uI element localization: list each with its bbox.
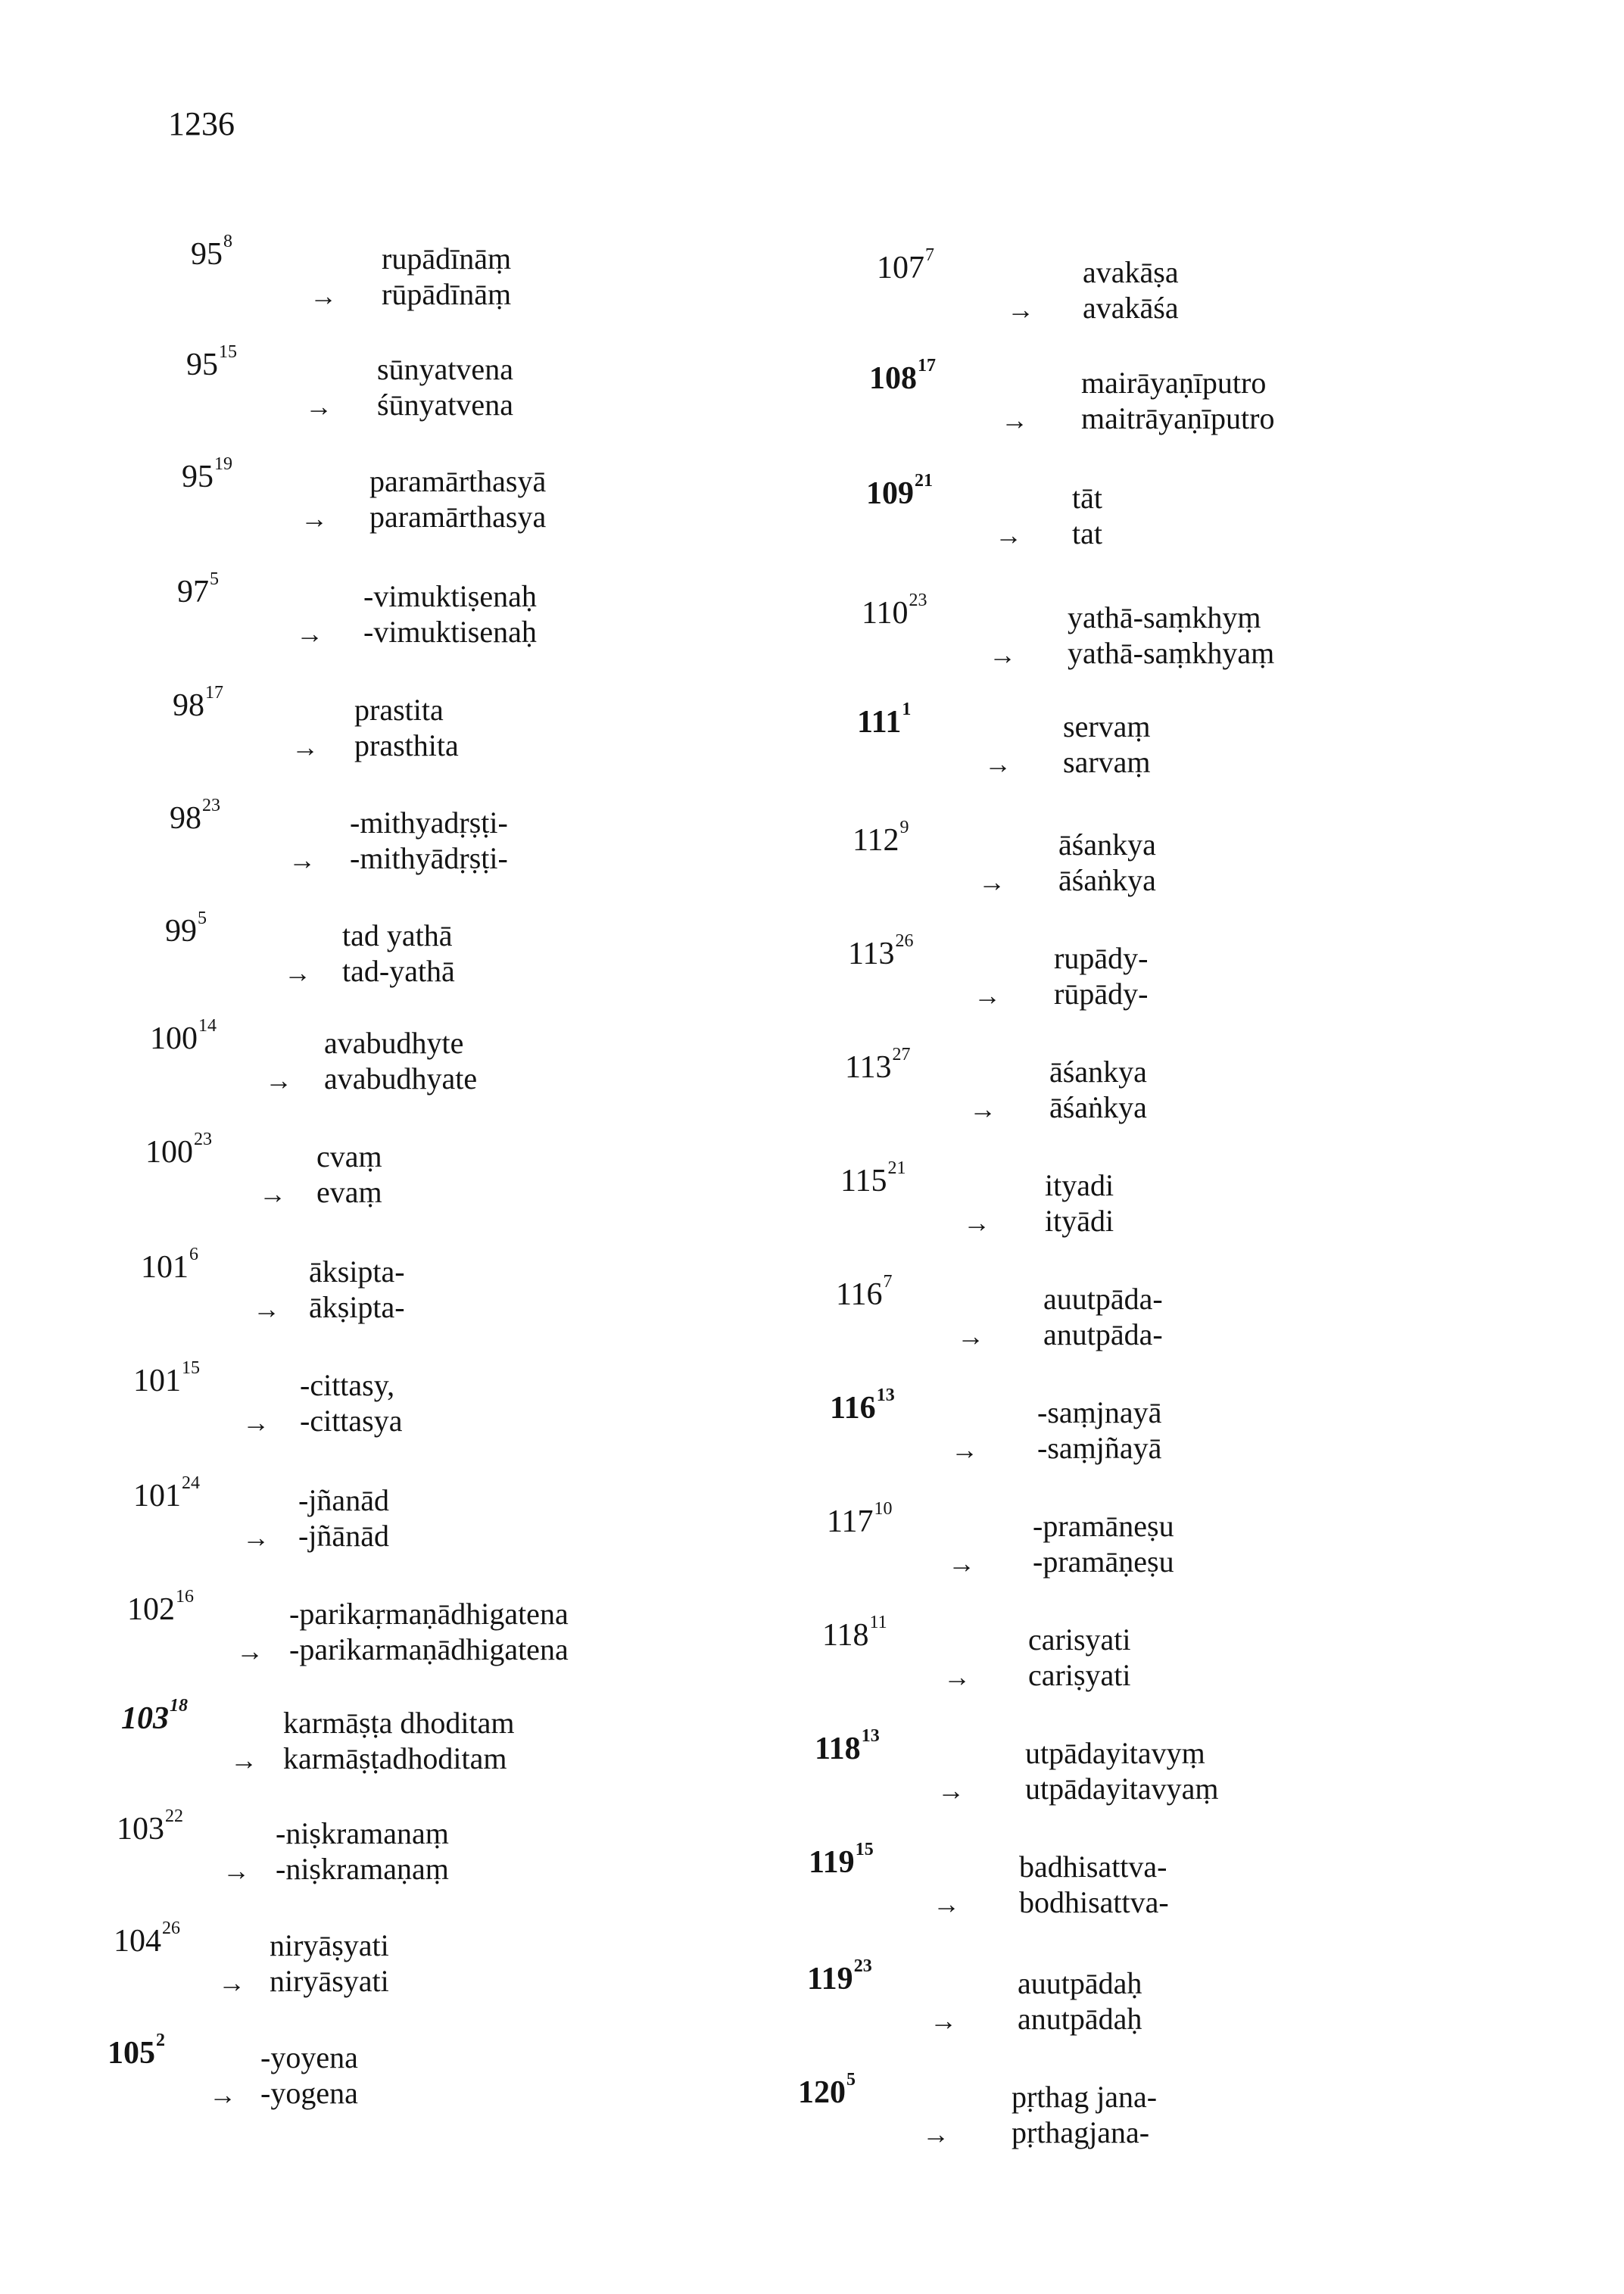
corrected-reading: -pramāṇeṣu	[1033, 1544, 1174, 1579]
corrected-reading: avakāśa	[1083, 291, 1179, 325]
arrow-icon: →	[301, 503, 328, 534]
arrow-icon: →	[288, 845, 316, 875]
right-entry	[809, 1840, 1490, 1943]
right-entry	[866, 471, 1548, 574]
corrected-reading: tat	[1072, 516, 1102, 550]
arrow-icon: →	[242, 1407, 270, 1438]
corrected-reading: rūpādīnāṃ	[382, 277, 512, 311]
reference-number	[809, 1840, 874, 1881]
page-ref: 98	[170, 801, 201, 836]
right-entry	[822, 1613, 1504, 1716]
arrow-icon: →	[957, 1321, 984, 1351]
corrected-reading: āśaṅkya	[1049, 1090, 1147, 1124]
erroneous-reading: utpādayitavyṃ	[1025, 1736, 1205, 1770]
right-entry	[845, 1045, 1526, 1148]
arrow-icon: →	[209, 2080, 236, 2110]
line-ref: 21	[887, 1158, 906, 1178]
line-ref: 6	[189, 1245, 198, 1264]
arrow-icon: →	[291, 732, 319, 762]
corrected-reading: prasthita	[354, 728, 459, 762]
line-ref: 9	[899, 818, 909, 837]
arrow-icon: →	[930, 2006, 957, 2036]
arrow-icon: →	[296, 619, 323, 649]
corrected-reading: sarvaṃ	[1063, 745, 1151, 779]
right-entry	[798, 2070, 1479, 2173]
corrected-reading: -mithyādṛṣṭi-	[350, 841, 508, 875]
page-ref: 100	[150, 1021, 198, 1056]
line-ref: 1	[902, 700, 912, 719]
erroneous-reading: āksipta-	[309, 1255, 405, 1289]
erroneous-reading: -mithyadṛṣṭi-	[350, 806, 508, 840]
reference-number	[822, 1613, 887, 1653]
page-ref: 118	[822, 1618, 869, 1653]
page-ref: 101	[133, 1479, 181, 1513]
page-ref: 108	[869, 361, 917, 396]
page-ref: 104	[114, 1924, 161, 1959]
reference-number	[857, 700, 912, 740]
corrected-reading: -jñānād	[298, 1519, 389, 1553]
arrow-icon: →	[259, 1179, 286, 1209]
erroneous-reading: sūnyatvena	[377, 352, 513, 386]
arrow-icon: →	[948, 1548, 975, 1579]
line-ref: 15	[182, 1358, 200, 1378]
line-ref: 26	[895, 931, 914, 951]
arrow-icon: →	[1001, 405, 1028, 435]
arrow-icon: →	[218, 1968, 245, 1998]
arrow-icon: →	[933, 1889, 960, 1919]
page-ref: 95	[191, 237, 223, 272]
page-ref: 112	[853, 823, 899, 858]
line-ref: 7	[883, 1272, 893, 1292]
right-entry	[807, 1956, 1488, 2059]
page-ref: 117	[827, 1504, 874, 1539]
erroneous-reading: āśankya	[1049, 1055, 1147, 1089]
line-ref: 15	[855, 1840, 874, 1859]
arrow-icon: →	[963, 1208, 990, 1238]
line-ref: 11	[869, 1613, 887, 1632]
arrow-icon: →	[230, 1745, 257, 1775]
line-ref: 10	[874, 1499, 893, 1519]
erroneous-reading: niryāṣyati	[270, 1928, 389, 1962]
reference-number	[845, 1045, 911, 1086]
corrected-reading: cariṣyati	[1028, 1658, 1131, 1692]
erroneous-reading: -saṃjnayā	[1037, 1395, 1162, 1429]
page-number: 1236	[168, 105, 235, 142]
erroneous-reading: rupādy-	[1054, 941, 1149, 975]
erroneous-reading: carisyati	[1028, 1622, 1131, 1657]
reference-number	[869, 356, 936, 397]
right-entry	[815, 1726, 1496, 1829]
corrected-reading: ākṣipta-	[309, 1290, 405, 1324]
page-ref: 111	[857, 705, 902, 740]
erroneous-reading: -jñanād	[298, 1483, 389, 1517]
right-entry	[827, 1499, 1508, 1602]
arrow-icon: →	[223, 1856, 250, 1886]
corrected-reading: śūnyatvena	[377, 388, 513, 422]
erroneous-reading: cvaṃ	[316, 1139, 382, 1173]
line-ref: 26	[162, 1918, 180, 1938]
line-ref: 22	[165, 1806, 183, 1826]
corrected-reading: utpādayitavyaṃ	[1025, 1772, 1219, 1806]
line-ref: 24	[182, 1473, 200, 1493]
page-ref: 97	[177, 575, 209, 609]
corrected-reading: ityādi	[1045, 1204, 1114, 1238]
reference-number	[877, 245, 934, 286]
arrow-icon: →	[305, 391, 332, 422]
corrected-reading: anutpādaḥ	[1018, 2002, 1142, 2036]
line-ref: 17	[205, 683, 223, 703]
arrow-icon: →	[978, 867, 1005, 897]
corrected-reading: maitrāyaṇīputro	[1081, 401, 1275, 435]
erroneous-reading: pṛthag jana-	[1011, 2080, 1158, 2114]
page-ref: 115	[840, 1164, 887, 1198]
arrow-icon: →	[253, 1294, 280, 1324]
right-entry	[830, 1385, 1511, 1488]
line-ref: 21	[915, 471, 933, 491]
page-ref: 95	[182, 460, 214, 494]
reference-number	[848, 931, 914, 972]
line-ref: 27	[892, 1045, 911, 1064]
reference-number	[807, 1956, 872, 1997]
erroneous-reading: -cittasy,	[300, 1368, 395, 1402]
reference-number	[840, 1158, 906, 1199]
corrected-reading: -parikarmaṇādhigatena	[289, 1632, 569, 1666]
arrow-icon: →	[943, 1662, 971, 1692]
arrow-icon: →	[984, 749, 1011, 779]
page-ref: 98	[173, 688, 204, 723]
right-entry	[840, 1158, 1522, 1261]
line-ref: 23	[853, 1956, 872, 1976]
arrow-icon: →	[265, 1065, 292, 1096]
corrected-reading: pṛthagjana-	[1011, 2115, 1150, 2149]
corrected-reading: -cittasya	[300, 1404, 403, 1438]
reference-number	[866, 471, 933, 512]
line-ref: 5	[198, 909, 207, 928]
arrow-icon: →	[922, 2119, 949, 2149]
erroneous-reading: -parikaṛmaṇādhigatena	[289, 1597, 569, 1631]
line-ref: 19	[214, 454, 232, 474]
erroneous-reading: -pramāneṣu	[1033, 1509, 1174, 1543]
right-entry	[869, 356, 1551, 459]
right-entry	[848, 931, 1529, 1034]
line-ref: 5	[846, 2070, 856, 2090]
line-ref: 15	[219, 342, 237, 362]
right-entry	[857, 700, 1538, 803]
line-ref: 23	[909, 591, 927, 610]
line-ref: 16	[176, 1587, 194, 1607]
corrected-reading: avabudhyate	[324, 1061, 478, 1096]
corrected-reading: yathā-saṃkhyaṃ	[1068, 636, 1275, 670]
arrow-icon: →	[236, 1636, 263, 1666]
right-entry	[853, 818, 1534, 921]
corrected-reading: -yogena	[260, 2076, 358, 2110]
erroneous-reading: auutpādaḥ	[1018, 1966, 1142, 2000]
arrow-icon: →	[969, 1094, 996, 1124]
page-ref: 110	[862, 596, 909, 631]
corrected-reading: -vimuktisenaḥ	[363, 615, 537, 649]
erroneous-reading: servaṃ	[1063, 709, 1151, 743]
right-entry	[836, 1272, 1517, 1375]
corrected-reading: bodhisattva-	[1019, 1885, 1169, 1919]
erroneous-reading: ityadi	[1045, 1168, 1114, 1202]
corrected-reading: karmāṣṭadhoditam	[283, 1741, 507, 1775]
arrow-icon: →	[310, 281, 337, 311]
corrected-reading: -niṣkramaṇaṃ	[276, 1852, 449, 1886]
line-ref: 5	[210, 569, 219, 589]
corrected-reading: anutpāda-	[1043, 1317, 1163, 1351]
corrected-reading: evaṃ	[316, 1175, 382, 1209]
corrected-reading: āśaṅkya	[1058, 863, 1156, 897]
erroneous-reading: paramārthasyā	[369, 464, 547, 498]
corrected-reading: paramārthasya	[369, 500, 547, 534]
page-ref: 102	[127, 1592, 175, 1627]
page-ref: 100	[145, 1135, 193, 1170]
right-entry	[862, 591, 1543, 693]
page-ref: 120	[798, 2075, 846, 2110]
line-ref: 8	[223, 232, 232, 251]
reference-number	[798, 2070, 856, 2111]
line-ref: 23	[194, 1130, 212, 1149]
erroneous-reading: rupādīnāṃ	[382, 242, 512, 276]
corrected-reading: rūpādy-	[1054, 977, 1149, 1011]
page-ref: 119	[809, 1845, 855, 1880]
line-ref: 13	[861, 1726, 880, 1746]
page-ref: 103	[121, 1701, 169, 1736]
erroneous-reading: mairāyaṇīputro	[1081, 366, 1267, 400]
page-ref: 103	[117, 1812, 164, 1847]
arrow-icon: →	[242, 1523, 270, 1553]
erroneous-reading: āśankya	[1058, 828, 1156, 862]
page-ref: 101	[141, 1250, 189, 1285]
line-ref: 17	[918, 356, 936, 376]
erroneous-reading: tāt	[1072, 481, 1102, 515]
line-ref: 18	[170, 1696, 188, 1716]
arrow-icon: →	[1007, 295, 1034, 325]
line-ref: 14	[198, 1016, 217, 1036]
arrow-icon: →	[974, 980, 1001, 1011]
reference-number	[862, 591, 927, 631]
reference-number	[815, 1726, 880, 1767]
right-entry	[877, 245, 1558, 348]
erroneous-reading: -vimuktiṣenaḥ	[363, 579, 537, 613]
erroneous-reading: auutpāda-	[1043, 1282, 1163, 1316]
page-ref: 116	[836, 1277, 883, 1312]
page-ref: 113	[845, 1050, 892, 1085]
arrow-icon: →	[989, 640, 1016, 670]
reference-number	[830, 1385, 895, 1426]
page-ref: 118	[815, 1731, 861, 1766]
page-ref: 101	[133, 1364, 181, 1398]
erroneous-reading: yathā-saṃkhyṃ	[1068, 600, 1261, 634]
arrow-icon: →	[284, 958, 311, 988]
erroneous-reading: badhisattva-	[1019, 1850, 1167, 1884]
line-ref: 2	[156, 2031, 165, 2050]
erroneous-reading: prastita	[354, 693, 444, 727]
erroneous-reading: avabudhyte	[324, 1026, 464, 1060]
arrow-icon: →	[937, 1775, 965, 1806]
line-ref: 13	[876, 1385, 895, 1405]
corrected-reading: tad-yathā	[342, 954, 455, 988]
erroneous-reading: karmāṣṭa dhoditam	[283, 1706, 515, 1740]
page-ref: 109	[866, 476, 914, 511]
page-ref: 95	[186, 348, 218, 382]
reference-number	[853, 818, 909, 859]
page-ref: 116	[830, 1391, 876, 1426]
reference-number	[836, 1272, 893, 1313]
page-ref: 99	[165, 914, 197, 949]
line-ref: 7	[925, 245, 934, 265]
page-ref: 113	[848, 937, 895, 971]
corrected-reading: niryāsyati	[270, 1964, 389, 1998]
arrow-icon: →	[951, 1435, 978, 1465]
page-ref: 107	[877, 251, 924, 285]
arrow-icon: →	[995, 520, 1022, 550]
erroneous-reading: -yoyena	[260, 2040, 358, 2074]
page-ref: 119	[807, 1962, 853, 1996]
reference-number	[827, 1499, 893, 1540]
erroneous-reading: -niṣkramanaṃ	[276, 1816, 449, 1850]
line-ref: 23	[202, 796, 220, 815]
erroneous-reading: avakāṣa	[1083, 255, 1179, 289]
corrected-reading: -saṃjñayā	[1037, 1431, 1162, 1465]
page-ref: 105	[108, 2036, 155, 2071]
erroneous-reading: tad yathā	[342, 918, 453, 952]
